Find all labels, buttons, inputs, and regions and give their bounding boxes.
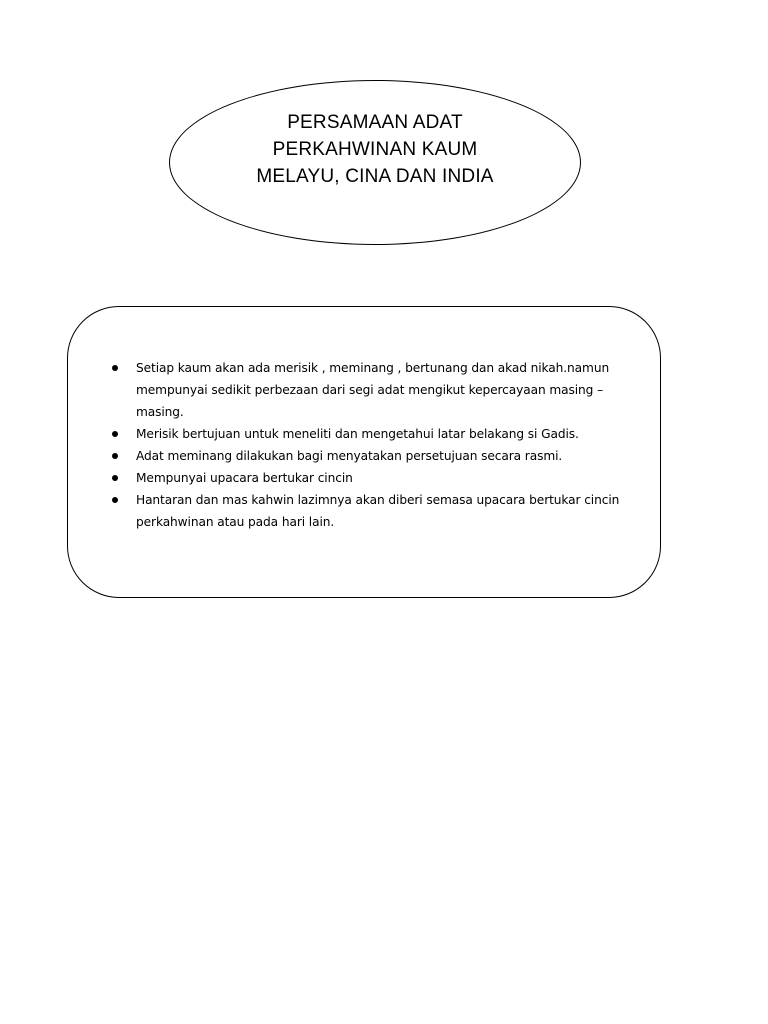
content-box	[67, 306, 661, 598]
list-item-text: Hantaran dan mas kahwin lazimnya akan diberi semasa upacara bertukar cincin perkahwinan atau pada hari lain.	[136, 493, 620, 529]
title-ellipse	[169, 80, 581, 245]
bullet-icon	[112, 431, 118, 437]
list-item	[109, 357, 639, 423]
bullet-icon	[112, 497, 118, 503]
bullet-icon	[112, 475, 118, 481]
list-item	[109, 423, 639, 445]
list-item	[109, 445, 639, 467]
list-item-text: Mempunyai upacara bertukar cincin	[136, 471, 353, 485]
bullet-list	[109, 357, 639, 533]
list-item	[109, 489, 639, 533]
list-item	[109, 467, 639, 489]
list-item-text: Merisik bertujuan untuk meneliti dan mengetahui latar belakang si Gadis.	[136, 427, 579, 441]
list-item-text: Setiap kaum akan ada merisik , meminang , bertunang dan akad nikah.namun mempunyai sedikit perbezaan dari segi adat mengikut kepercayaan masing – masing.	[136, 361, 610, 419]
bullet-icon	[112, 453, 118, 459]
bullet-icon	[112, 365, 118, 371]
list-item-text: Adat meminang dilakukan bagi menyatakan persetujuan secara rasmi.	[136, 449, 563, 463]
page-title: PERSAMAAN ADAT PERKAHWINAN KAUM MELAYU, CINA DAN INDIA	[256, 112, 494, 187]
